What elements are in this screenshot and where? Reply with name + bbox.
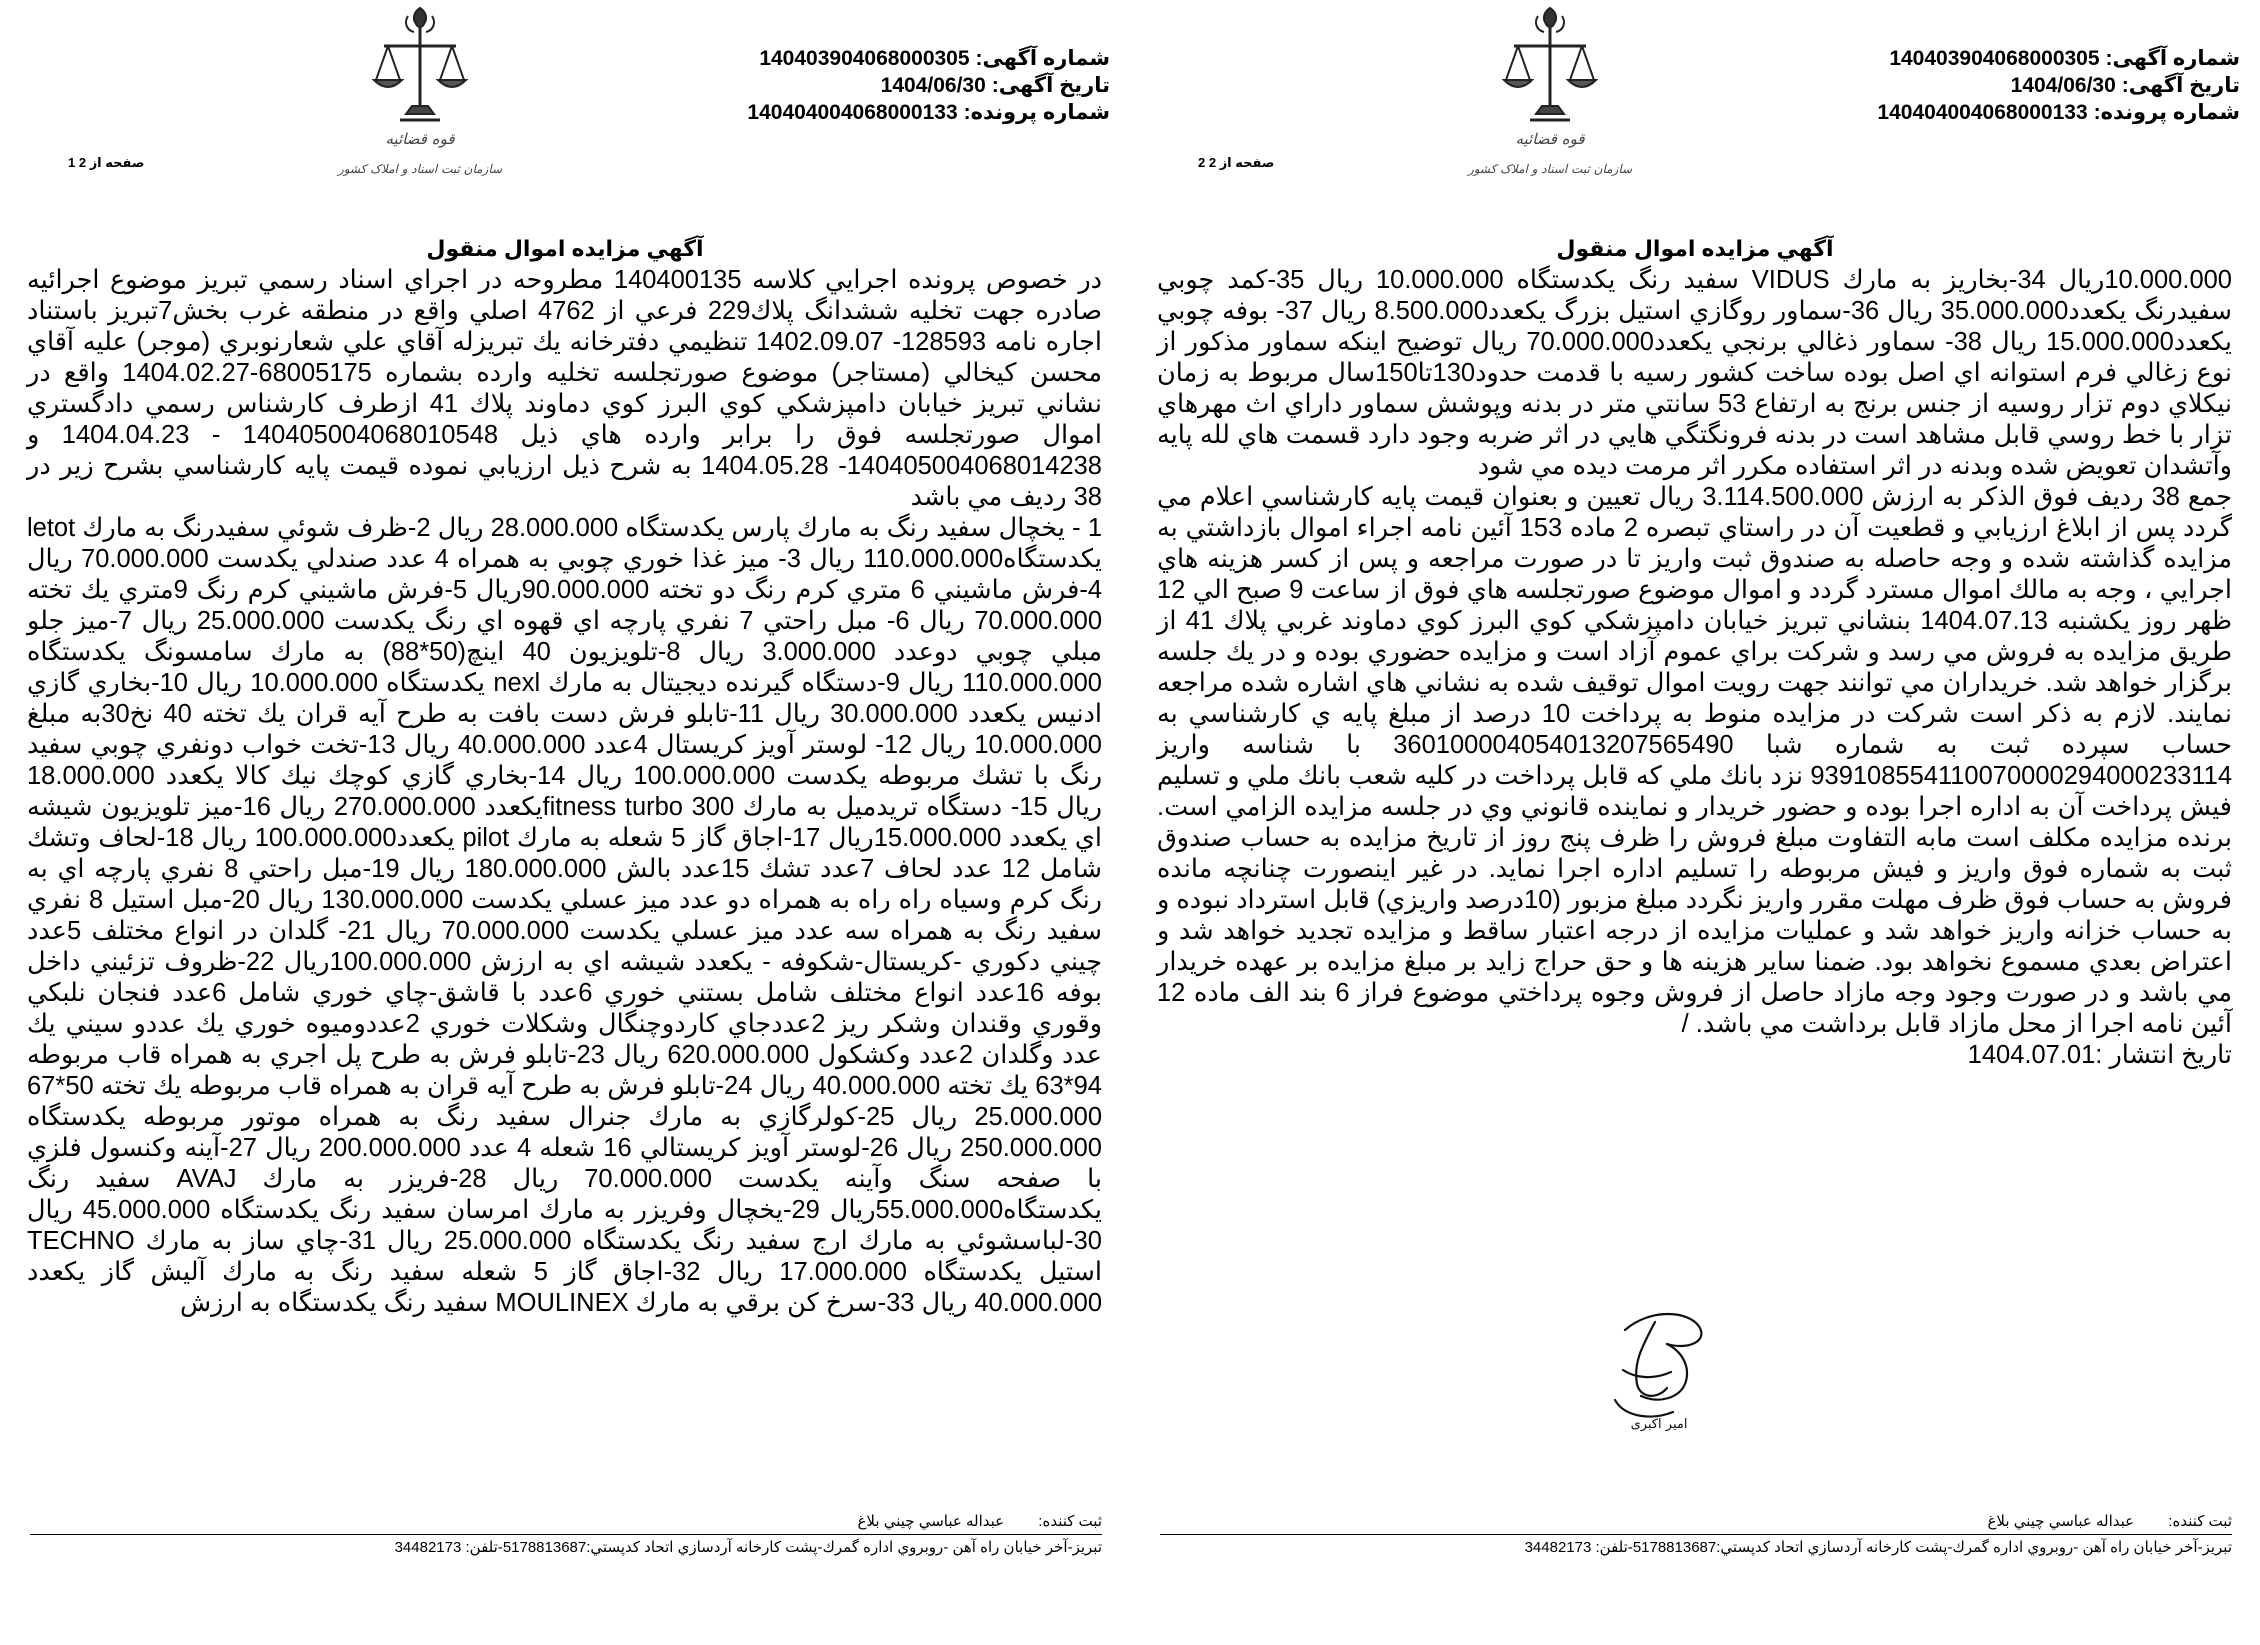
signature-text: امیر اکبری xyxy=(1630,1417,1688,1432)
notice-page-2 xyxy=(1130,0,2260,1645)
registrar xyxy=(1160,1512,2232,1535)
notice-title: آگهي مزايده اموال منقول xyxy=(426,236,704,261)
ad-date-label: تاریخ آگهی: xyxy=(2121,74,2240,97)
ad-date: 1404/06/30 xyxy=(2010,74,2116,97)
judiciary-name: قوه قضائیه xyxy=(385,130,455,148)
signature xyxy=(1595,1300,1725,1440)
notice-body xyxy=(27,265,1102,1319)
registrar xyxy=(30,1512,1102,1535)
judiciary-emblem xyxy=(330,2,510,202)
registration-org-name: سازمان ثبت اسناد و املاک کشور xyxy=(337,162,503,176)
case-number: 140404004068000133 xyxy=(747,101,958,124)
judiciary-emblem xyxy=(1460,2,1640,202)
registrar-label: ثبت كننده: xyxy=(2168,1513,2232,1530)
case-number-label: شماره پرونده: xyxy=(2093,101,2240,124)
ad-number-row xyxy=(747,45,1110,72)
page-label: صفحه xyxy=(1235,155,1275,170)
publication-date xyxy=(1157,1040,2232,1071)
notice-body xyxy=(1157,265,2232,1071)
page-label: صفحه xyxy=(105,155,145,170)
scales-of-justice-icon xyxy=(370,2,470,130)
publication-date-label: تاريخ انتشار : xyxy=(2095,1041,2232,1069)
case-number-row xyxy=(747,99,1110,126)
registrar-label: ثبت كننده: xyxy=(1038,1513,1102,1530)
signature-image xyxy=(1595,1300,1725,1435)
body-paragraph: در خصوص پرونده اجرايي كلاسه 140400135 مطروحه در اجراي اسناد رسمي تبريز موضوع اجرائيه صادره جهت تخليه ششدانگ پلاك229 فرعي از 4762 اصلي واقع در منطقه غرب بخش7تبريز باستناد اجاره نامه 128593- 1402.09.07 تنظيمي دفترخانه يك تبريزله آقاي علي شعارنوبري (موجر) عليه آقاي محسن كيخالي (مستاجر) موضوع صورتجلسه تخليه وارده بشماره 68005175-1404.02.27 واقع در نشاني تبريز خيابان دامپزشكي كوي البرز كوي دماوند پلاك 41 ازطرف كارشناس رسمي دادگستري اموال صورتجلسه فوق را برابر وارده هاي ذيل 140405004068010548 - 1404.04.23 و 140405004068014238- 1404.05.28 به شرح ذيل ارزيابي نموده قيمت پايه كارشناسي بشرح زير در 38 رديف مي باشد xyxy=(27,266,1103,511)
registration-org-name: سازمان ثبت اسناد و املاک کشور xyxy=(1467,162,1633,176)
publication-date-value: 1404.07.01 xyxy=(1967,1041,2096,1069)
ad-number-label: شماره آگهی: xyxy=(2105,47,2240,70)
ad-number: 140403904068000305 xyxy=(1889,47,2100,70)
registrar-name: عبداله عباسي چيني بلاغ xyxy=(1987,1513,2135,1530)
ad-number-label: شماره آگهی: xyxy=(975,47,1110,70)
ad-date-row xyxy=(747,72,1110,99)
case-number-label: شماره پرونده: xyxy=(963,101,1110,124)
case-number: 140404004068000133 xyxy=(1877,101,2088,124)
page-number: 1 از 2 xyxy=(68,155,102,170)
page-indicator xyxy=(1198,155,1274,171)
body-paragraph: 10.000.000ريال 34-بخاريز به مارك VIDUS سفيد رنگ يكدستگاه 10.000.000 ريال 35-كمد چوبي سفيدرنگ يكعدد35.000.000 ريال 36-سماور روگازي استيل بزرگ يكعدد8.500.000 ريال 37- بوفه چوبي يكعدد15.000.000 ريال 38- سماور ذغالي برنجي يكعدد70.000.000 ريال توضيح اينكه سماور مذكور از نوع زغالي فرم استوانه اي اصل بوده ساخت كشور رسيه با قدمت حدود130تا150سال مربوط به زمان نيكلاي دوم تزار روسيه از جنس برنج به ارتفاع 53 سانتي متر در بدنه وپوشش سماور داراي اث مهرهاي تزار با خط روسي قابل مشاهد است در بدنه فرونگتگي هايي در اثر ضربه وجود دارد قسمت هاي لله پايه وآتشدان تعويض شده وبدنه در اثر استفاده مكرر اثر مرمت ديده مي شود xyxy=(1157,266,2232,480)
body-paragraph: 1 - يخچال سفيد رنگ به مارك پارس يكدستگاه 28.000.000 ريال 2-ظرف شوئي سفيدرنگ به مارك letot يكدستگاه110.000.000 ريال 3- ميز غذا خوري چوبي به همراه 4 عدد صندلي يكدست 70.000.000 ريال 4-فرش ماشيني 6 متري كرم رنگ دو تخته 90.000.000ريال 5-فرش ماشيني كرم رنگ 9متري يك تخته 70.000.000 ريال 6- مبل راحتي 7 نفري پارچه اي قهوه اي رنگ يكدست 25.000.000 ريال 7-ميز جلو مبلي چوبي دوعدد 3.000.000 ريال 8-تلويزيون 40 اينچ(50*88) به مارك سامسونگ يكدستگاه 110.000.000 ريال 9-دستگاه گيرنده ديجيتال به مارك nexl يكدستگاه 10.000.000 ريال 10-بخاري گازي ادنيس يكعدد 30.000.000 ريال 11-تابلو فرش دست بافت به طرح آيه قران يك تخته 40 نخ30به مبلغ 10.000.000 ريال 12- لوستر آويز كريستال 4عدد 40.000.000 ريال 13-تخت خواب دونفري چوبي سفيد رنگ با تشك مربوطه يكدست 100.000.000 ريال 14-بخاري گازي كوچك نيك كالا يكعدد 18.000.000 ريال 15- دستگاه تريدميل به مارك fitness turbo 300يكعدد 270.000.000 ريال 16-ميز تلويزيون شيشه اي يكعدد 15.000.000ريال 17-اجاق گاز 5 شعله به مارك pilot يكعدد100.000.000 ريال 18-لحاف وتشك شامل 12 عدد لحاف 7عدد تشك 15عدد بالش 180.000.000 ريال 19-مبل راحتي 8 نفري پارچه اي به رنگ كرم وسياه راه راه به همراه دو عدد ميز عسلي يكدست 130.000.000 ريال 20-مبل استيل 8 نفري سفيد رنگ به همراه سه عدد ميز عسلي يكدست 70.000.000 ريال 21- گلدان در انواع مختلف 5عدد چيني دكوري -كريستال-شكوفه - يكعدد شيشه اي به ارزش 100.000.000ريال 22-ظروف تزئيني داخل بوفه 16عدد انواع مختلف شامل بستني خوري 6عدد با قاشق-چاي خوري شامل 6عدد فنجان نلبكي وقوري وقندان وشكر ريز 2عددجاي كاردوچنگال وشكلات خوري 2عددوميوه خوري يك عددو سيني يك عدد وگلدان 2عدد وكشكول 620.000.000 ريال 23-تابلو فرش به طرح پل اجري به همراه قاب مربوطه 94*63 يك تخته 40.000.000 ريال 24-تابلو فرش به طرح آيه قران به همراه قاب مربوطه يك تخته 50*67 25.000.000 ريال 25-كولرگازي به مارك جنرال سفيد رنگ به همراه موتور مربوطه يكدستگاه 250.000.000 ريال 26-لوستر آويز كريستالي 16 شعله 4 عدد 200.000.000 ريال 27-آينه وكنسول فلزي با صفحه سنگ وآينه يكدست 70.000.000 ريال 28-فريزر به مارك AVAJ سفيد رنگ يكدستگاه55.000.000ريال 29-يخچال وفريزر به مارك امرسان سفيد رنگ يكدستگاه 45.000.000 ريال 30-لباسشوئي به مارك ارج سفيد رنگ يكدستگاه 25.000.000 ريال 31-چاي ساز به مارك TECHNO استيل يكدستگاه 17.000.000 ريال 32-اجاق گاز 5 شعله سفيد رنگ به مارك آليش گاز يكعدد 40.000.000 ريال 33-سرخ كن برقي به مارك MOULINEX سفيد رنگ يكدستگاه به ارزش xyxy=(27,514,1103,1317)
body-paragraph: جمع 38 رديف فوق الذكر به ارزش 3.114.500.000 ريال تعيين و بعنوان قيمت پايه كارشناسي اعلام مي گردد پس از ابلاغ ارزيابي و قطعيت آن در راستاي تبصره 2 ماده 153 آئين نامه اجراء اموال بازداشتي به مزايده گذاشته شده و وجه حاصله به صندوق ثبت واريز تا در صورت مراجعه و پس از كسر هزينه هاي اجرايي ، وجه به مالك اموال مسترد گردد و اموال موضوع صورتجلسه هاي فوق از ساعت 9 صبح الي 12 ظهر روز يكشنبه 1404.07.13 بنشاني تبريز خيابان دامپزشكي كوي البرز كوي دماوند غربي پلاك 41 از طريق مزايده به فروش مي رسد و شركت براي عموم آزاد است و مزايده حضوري بوده و در يك جلسه برگزار خواهد شد. خريداران مي توانند جهت رويت اموال توقيف شده به نشاني هاي اشاره شده مراجعه نمايند. لازم به ذكر است شركت در مزايده منوط به پرداخت 10 درصد از مبلغ پايه ي كارشناسي به حساب سپرده ثبت به شماره شبا 360100004054013207565490 با شناسه واريز 939108554110070000294000233114 نزد بانك ملي كه قابل پرداخت در كليه شعب بانك ملي و تسليم فيش پرداخت آن به اداره اجرا بوده و حضور خريدار و نماينده قانوني وي در جلسه مزايده الزامي است. برنده مزايده مكلف است مابه التفاوت مبلغ فروش را ظرف پنج روز از تاريخ مزايده به حساب صندوق ثبت به شماره فوق واريز و فيش مربوطه را تسليم اداره اجرا نمايد. در غير اينصورت چنانچه مانده فروش به حساب فوق ظرف مهلت مقرر واريز نگردد مبلغ مزبور (10درصد واريزي) قابل استرداد نبوده و به حساب خزانه واريز خواهد شد و عمليات مزايده از درجه اعتبار ساقط و مزايده تجديد خواهد شد و اعتراض بعدي مسموع نخواهد بود. ضمنا ساير هزينه ها و حق حراج زايد بر مبلغ مزايده بر عهده خريدار مي باشد و در صورت وجود وجه مازاد حاصل از فروش وجوه پرداختي موضوع فراز 6 بند الف ماده 12 آئين نامه اجرا از محل مازاد قابل برداشت مي باشد. / xyxy=(1157,483,2233,1038)
office-address: تبريز-آخر خيابان راه آهن -روبروي اداره گمرك-پشت كارخانه آردسازي اتحاد كدپستي:5178813687-تلفن: 34482173 xyxy=(1524,1539,2232,1556)
page-number: 2 از 2 xyxy=(1198,155,1232,170)
registrar-name: عبداله عباسي چيني بلاغ xyxy=(857,1513,1005,1530)
scales-of-justice-icon xyxy=(1500,2,1600,130)
judiciary-name: قوه قضائیه xyxy=(1515,130,1585,148)
ad-number-row xyxy=(1877,45,2240,72)
ad-date: 1404/06/30 xyxy=(880,74,986,97)
ad-number: 140403904068000305 xyxy=(759,47,970,70)
page-indicator xyxy=(68,155,144,171)
notice-header-meta xyxy=(1877,45,2240,126)
notice-title: آگهي مزايده اموال منقول xyxy=(1556,236,1834,261)
notice-header-meta xyxy=(747,45,1110,126)
case-number-row xyxy=(1877,99,2240,126)
ad-date-label: تاریخ آگهی: xyxy=(991,74,1110,97)
ad-date-row xyxy=(1877,72,2240,99)
office-address: تبريز-آخر خيابان راه آهن -روبروي اداره گمرك-پشت كارخانه آردسازي اتحاد كدپستي:5178813687-تلفن: 34482173 xyxy=(394,1539,1102,1556)
